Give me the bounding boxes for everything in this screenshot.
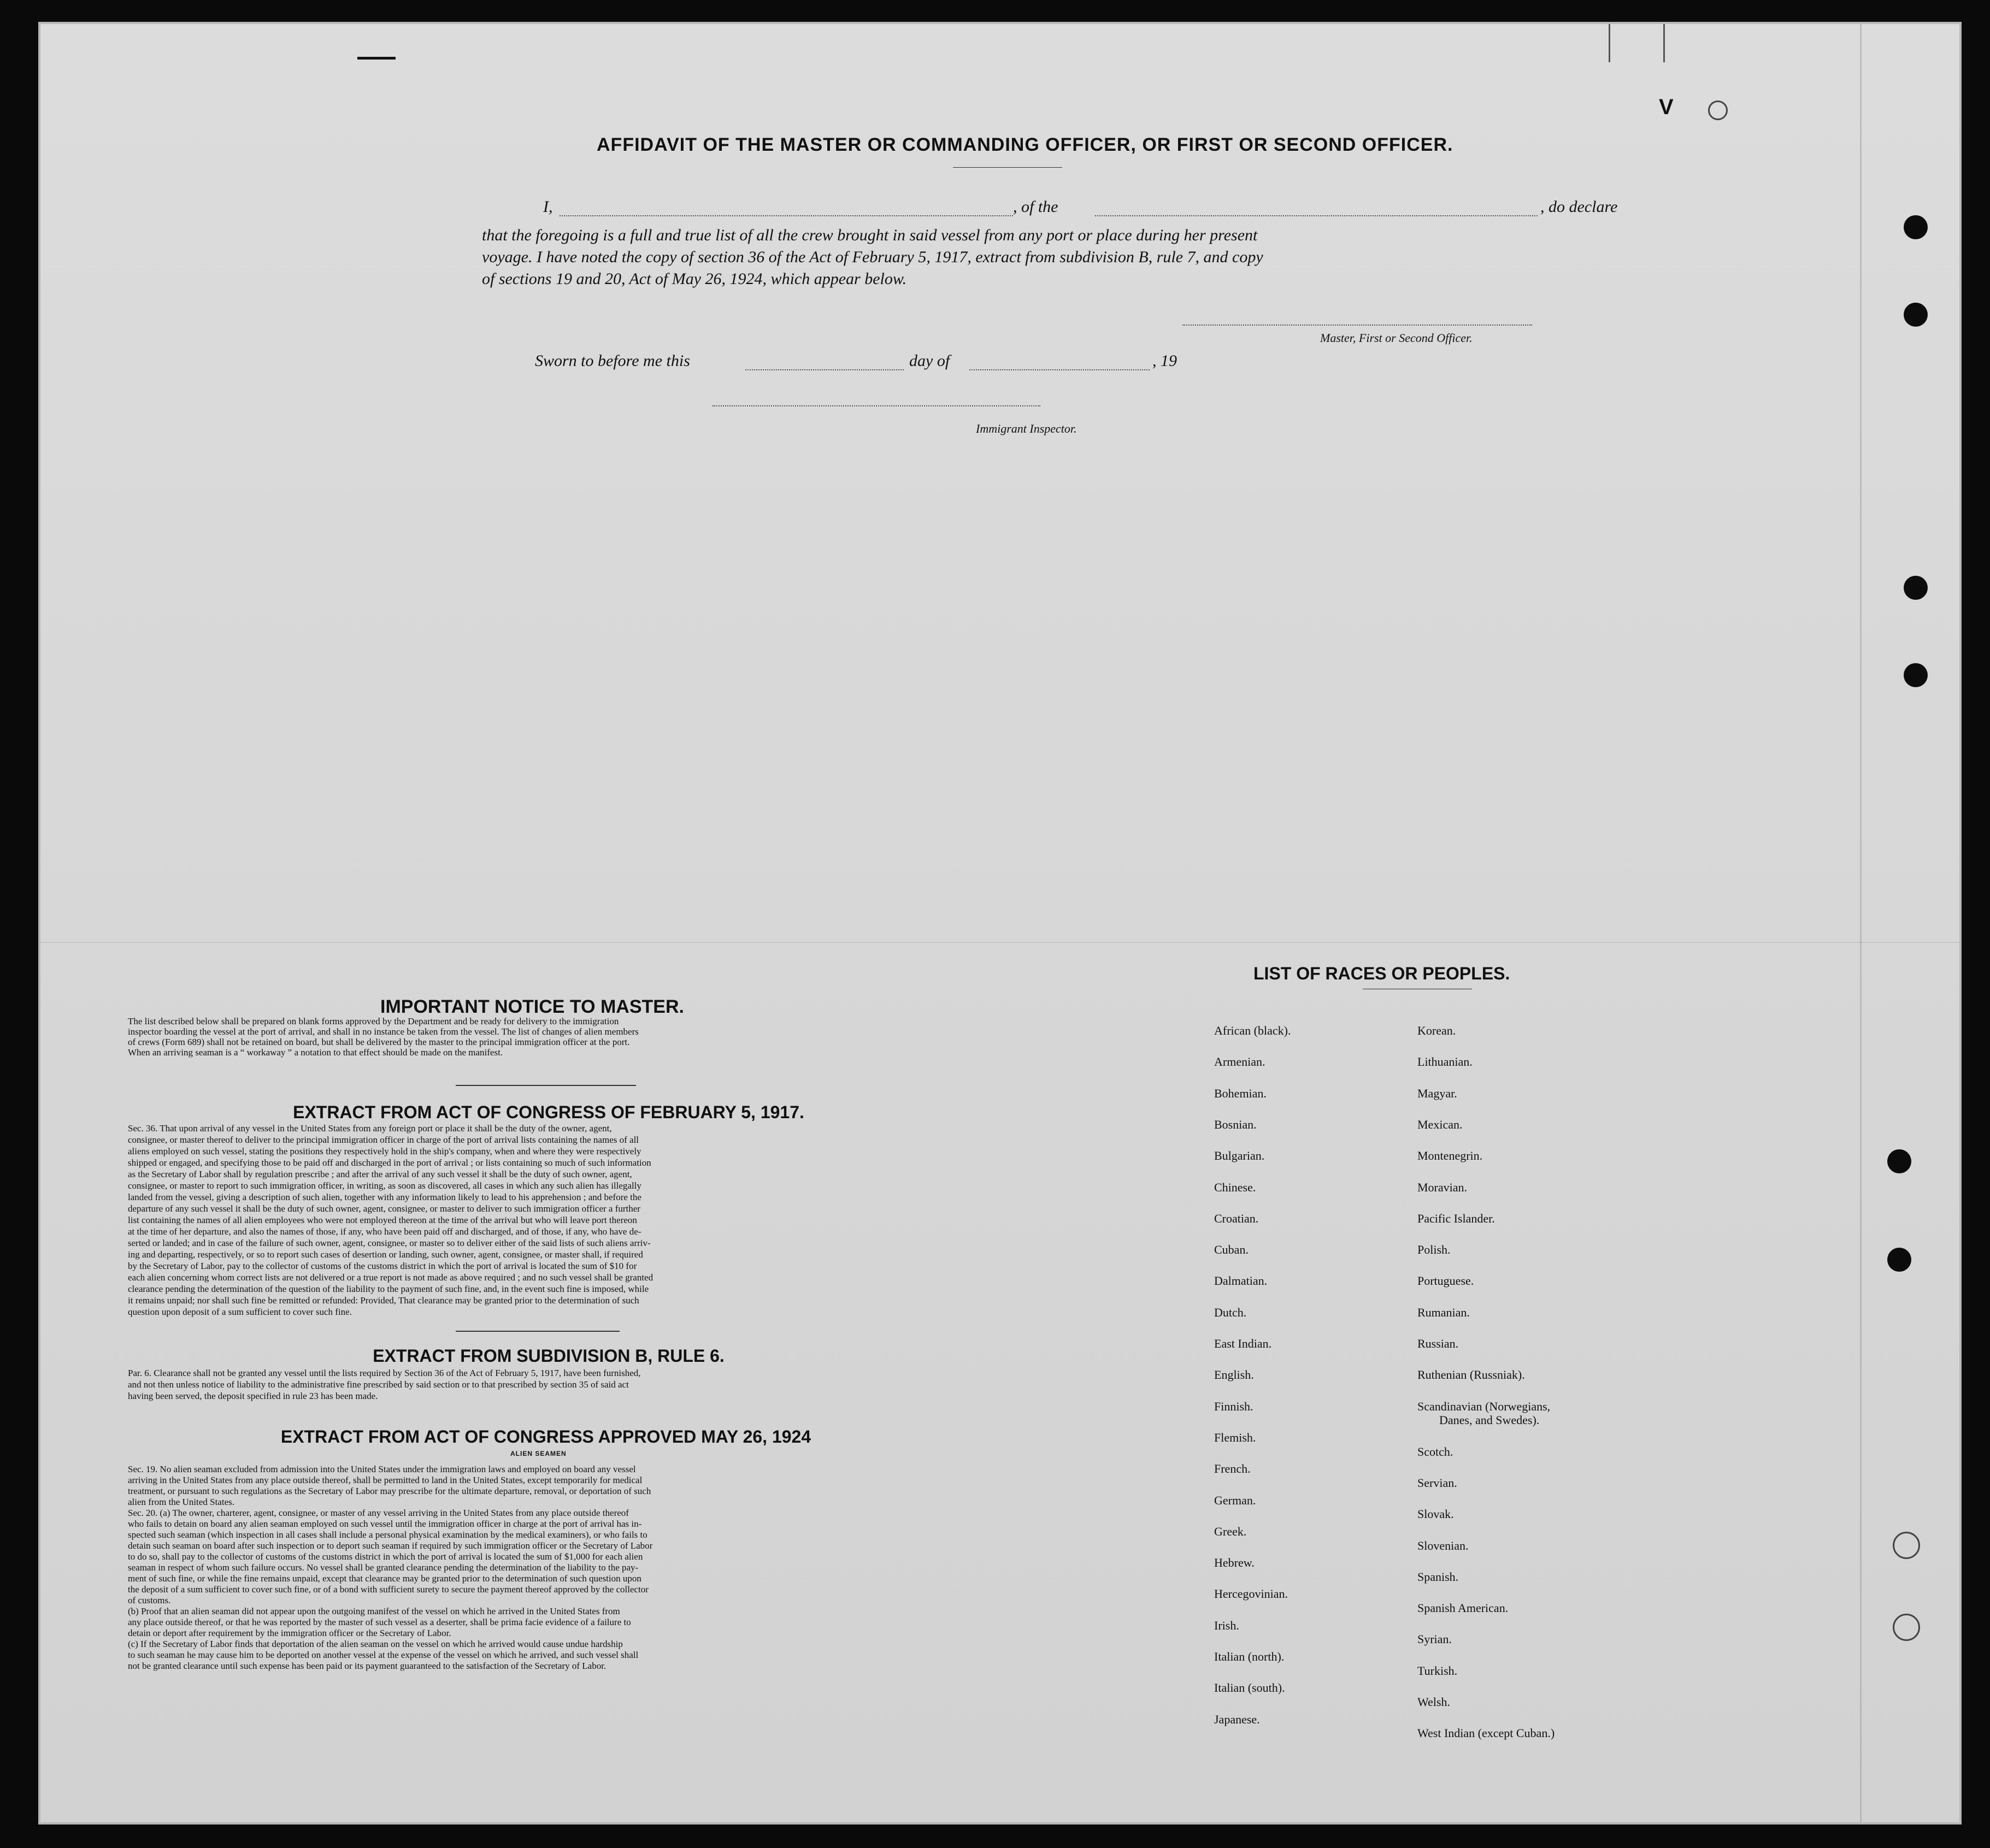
- extract-1917-title: EXTRACT FROM ACT OF CONGRESS OF FEBRUARY 5, 1917.: [293, 1102, 804, 1122]
- text-line: list containing the names of all alien employees who were not employed thereon at the time of the arrival but who will leave port thereon: [128, 1216, 637, 1225]
- race-item: Croatian.: [1214, 1212, 1259, 1225]
- race-item: Portuguese.: [1417, 1274, 1474, 1288]
- race-item: Japanese.: [1214, 1713, 1260, 1726]
- text-line: departure of any such vessel it shall be the duty of such owner, agent, consignee, or master to deliver to such immigration officer a further: [128, 1205, 640, 1214]
- text-line: spected such seaman (which inspection in all cases shall include a personal physical examination by the medical examiners), or who fails to: [128, 1531, 647, 1540]
- affidavit-line-3: voyage. I have noted the copy of section 36 of the Act of February 5, 1917, extract from subdivision B, rule 7, and copy: [482, 248, 1263, 266]
- section-divider: [456, 1085, 636, 1086]
- race-item: Dalmatian.: [1214, 1274, 1268, 1288]
- document-page: [38, 22, 1962, 1825]
- name-blank: [560, 215, 1013, 216]
- binder-hole-outline: [1893, 1532, 1920, 1559]
- race-item: Flemish.: [1214, 1431, 1256, 1444]
- race-item: Danes, and Swedes).: [1439, 1413, 1540, 1427]
- binder-hole-outline: [1893, 1614, 1920, 1641]
- race-item: Greek.: [1214, 1525, 1247, 1538]
- text-line: serted or landed; and in case of the failure of such owner, agent, consignee, or master so to deliver either of the said lists of such aliens arriv-: [128, 1239, 651, 1248]
- race-item: Bulgarian.: [1214, 1149, 1265, 1162]
- extract-rule-text: [128, 1369, 991, 1403]
- race-item: Pacific Islander.: [1417, 1212, 1495, 1225]
- text-line: by the Secretary of Labor, pay to the collector of customs of the customs district in which the port of arrival is located the sum of $10 for: [128, 1262, 637, 1271]
- text-line: not be granted clearance until such expense has been paid or its payment guaranteed to the satisfaction of the Secretary of Labor.: [128, 1662, 607, 1671]
- race-item: Bohemian.: [1214, 1087, 1267, 1100]
- extract-1924-title: EXTRACT FROM ACT OF CONGRESS APPROVED MAY 26, 1924: [280, 1427, 811, 1446]
- text-line: who fails to detain on board any alien seaman employed on such vessel until the immigration officer in charge at the port of arrival has in-: [128, 1520, 642, 1529]
- extract-1917-text: [128, 1124, 991, 1319]
- text-line: consignee, or master to report to such immigration officer, in writing, as soon as discovered, all cases in which any such alien has illegally: [128, 1182, 641, 1191]
- race-item: Cuban.: [1214, 1243, 1249, 1256]
- small-circle-mark: [1708, 101, 1728, 120]
- text-line: and not then unless notice of liability to the administrative fine prescribed by said section or to that prescribed by section 35 of said act: [128, 1380, 629, 1390]
- notice-text: [128, 1017, 991, 1059]
- text-line: the deposit of a sum sufficient to cover such fine, or of a bond with sufficient surety to secure the payment thereof approved by the collector: [128, 1585, 649, 1595]
- race-item: Scotch.: [1417, 1445, 1453, 1459]
- affidavit-line-2: that the foregoing is a full and true list of all the crew brought in said vessel from any port or place during her present: [482, 226, 1258, 244]
- affidavit-of-the: , of the: [1013, 198, 1058, 216]
- race-item: Ruthenian (Russniak).: [1417, 1368, 1525, 1381]
- extract-1924-text: [128, 1465, 991, 1673]
- text-line: having been served, the deposit specified in rule 23 has been made.: [128, 1392, 378, 1401]
- text-line: each alien concerning whom correct lists are not delivered or a true report is not made as above required ; and no such vessel shall be granted: [128, 1273, 653, 1283]
- text-line: Sec. 36. That upon arrival of any vessel in the United States from any foreign port or place it shall be the duty of the owner, agent,: [128, 1124, 612, 1133]
- text-line: Sec. 20. (a) The owner, charterer, agent, consignee, or master of any vessel arriving in the United States from any place outside thereof: [128, 1509, 629, 1518]
- binder-hole: [1904, 576, 1928, 600]
- text-line: of crews (Form 689) shall not be retained on board, but shall be delivered by the master to the principal immigration officer at the port.: [128, 1038, 630, 1047]
- text-line: consignee, or master thereof to deliver to the principal immigration officer in charge of the port of arrival lists containing the names of all: [128, 1136, 639, 1145]
- text-line: any place outside thereof, or that he was reported by the master of such vessel as a deserter, shall be prima facie evidence of a failure to: [128, 1618, 631, 1627]
- race-item: Dutch.: [1214, 1306, 1247, 1319]
- race-item: African (black).: [1214, 1024, 1291, 1037]
- affidavit-do-declare: , do declare: [1540, 198, 1618, 216]
- race-item: Montenegrin.: [1417, 1149, 1483, 1162]
- race-item: Turkish.: [1417, 1664, 1458, 1678]
- text-line: inspector boarding the vessel at the port of arrival, and shall in no instance be taken from the vessel. The list of changes of alien members: [128, 1028, 639, 1037]
- title-underline: [953, 167, 1062, 168]
- text-line: of customs.: [128, 1596, 171, 1605]
- extract-1924-subtitle: ALIEN SEAMEN: [510, 1450, 567, 1457]
- affidavit-line-4: of sections 19 and 20, Act of May 26, 1924, which appear below.: [482, 270, 907, 288]
- race-item: Syrian.: [1417, 1632, 1452, 1646]
- race-item: Slovenian.: [1417, 1539, 1469, 1552]
- text-line: as the Secretary of Labor shall by regulation prescribe ; and after the arrival of any such vessel it shall be the duty of such owner, agent,: [128, 1170, 632, 1179]
- notice-title: IMPORTANT NOTICE TO MASTER.: [380, 996, 684, 1017]
- race-item: Welsh.: [1417, 1695, 1450, 1709]
- race-item: Spanish American.: [1417, 1601, 1509, 1615]
- text-line: it remains unpaid; nor shall such fine be remitted or refunded: Provided, That clearance may be granted prior to the determination of such: [128, 1296, 639, 1306]
- text-line: treatment, or pursuant to such regulations as the Secretary of Labor may prescribe for the ultimate departure, removal, or deportation of such: [128, 1487, 651, 1496]
- sworn-month-blank: [969, 369, 1150, 370]
- affidavit-i: I,: [543, 198, 553, 216]
- check-mark: V: [1659, 95, 1674, 119]
- race-item: Servian.: [1417, 1476, 1457, 1490]
- text-line: to such seaman he may cause him to be deported on another vessel at the expense of the vessel on which he arrived, and such vessel shall: [128, 1651, 639, 1660]
- race-item: Magyar.: [1417, 1087, 1457, 1100]
- ink-mark: [357, 57, 396, 60]
- race-item: Rumanian.: [1417, 1306, 1470, 1319]
- race-item: West Indian (except Cuban.): [1417, 1726, 1555, 1740]
- races-title: LIST OF RACES OR PEOPLES.: [1253, 964, 1510, 983]
- race-item: Mexican.: [1417, 1118, 1463, 1131]
- text-line: alien from the United States.: [128, 1498, 234, 1507]
- text-line: arriving in the United States from any place outside thereof, shall be permitted to land in the United States, except temporarily for medical: [128, 1476, 643, 1485]
- text-line: aliens employed on such vessel, stating the positions they respectively hold in the ship's company, when and where they were respectively: [128, 1147, 641, 1156]
- text-line: When an arriving seaman is a “ workaway ” a notation to that effect should be made on the manifest.: [128, 1048, 503, 1058]
- vessel-blank: [1095, 215, 1538, 216]
- text-line: The list described below shall be prepared on blank forms approved by the Department and be ready for delivery to the immigration: [128, 1017, 619, 1026]
- race-item: Slovak.: [1417, 1507, 1454, 1521]
- race-item: Spanish.: [1417, 1570, 1459, 1584]
- binder-hole: [1904, 663, 1928, 687]
- text-line: detain such seaman on board after such inspection or to deport such seaman if required by such immigration officer or the Secretary of Labor: [128, 1542, 653, 1551]
- master-label: Master, First or Second Officer.: [1320, 331, 1473, 345]
- text-line: landed from the vessel, giving a description of such alien, together with any information likely to lead to his apprehension ; and before the: [128, 1193, 641, 1202]
- text-line: seaman in respect of whom such failure occurs. No vessel shall be granted clearance pending the determination of the liability to the pay-: [128, 1563, 639, 1573]
- sworn-day-blank: [745, 369, 904, 370]
- text-line: detain or deport after requirement by the immigration officer or the Secretary of Labor.: [128, 1629, 451, 1638]
- inspector-label: Immigrant Inspector.: [976, 422, 1077, 435]
- race-item: Hercegovinian.: [1214, 1587, 1288, 1601]
- race-item: Irish.: [1214, 1619, 1239, 1632]
- race-item: Lithuanian.: [1417, 1055, 1473, 1068]
- race-item: French.: [1214, 1462, 1251, 1475]
- binder-hole: [1887, 1248, 1911, 1272]
- race-item: Russian.: [1417, 1337, 1459, 1350]
- text-line: Par. 6. Clearance shall not be granted any vessel until the lists required by Section 36 of the Act of February 5, 1917, have been furnished,: [128, 1369, 641, 1378]
- page-fold-line: [1860, 24, 1862, 1825]
- race-item: Bosnian.: [1214, 1118, 1257, 1131]
- race-item: Polish.: [1417, 1243, 1451, 1256]
- text-line: ing and departing, respectively, or so to report such cases of desertion or landing, such owner, agent, consignee, or master shall, if required: [128, 1250, 643, 1260]
- ink-stroke: [1609, 24, 1610, 62]
- race-item: Finnish.: [1214, 1400, 1253, 1413]
- ink-stroke: [1663, 24, 1665, 62]
- text-line: clearance pending the determination of the question of the liability to the payment of such fine, and, in the event such fine is imposed, while: [128, 1285, 649, 1294]
- text-line: at the time of her departure, and also the names of those, if any, who have been paid off and discharged, and of those, if any, who have de-: [128, 1227, 641, 1237]
- race-item: Scandinavian (Norwegians,: [1417, 1400, 1551, 1413]
- text-line: (c) If the Secretary of Labor finds that deportation of the alien seaman on the vessel on which he arrived would cause undue hardship: [128, 1640, 623, 1649]
- text-line: (b) Proof that an alien seaman did not appear upon the outgoing manifest of the vessel on which he arrived in the United States from: [128, 1607, 620, 1616]
- sworn-prefix: Sworn to before me this: [535, 352, 690, 370]
- inspector-signature-line: [713, 405, 1040, 406]
- race-item: Korean.: [1417, 1024, 1456, 1037]
- race-item: Chinese.: [1214, 1180, 1256, 1194]
- text-line: shipped or engaged, and specifying those to be paid off and discharged in the port of arrival ; or lists containing so much of such information: [128, 1159, 651, 1168]
- race-item: German.: [1214, 1493, 1256, 1507]
- text-line: question upon deposit of a sum sufficient to cover such fine.: [128, 1308, 352, 1317]
- master-signature-line: [1182, 324, 1532, 326]
- binder-hole: [1904, 215, 1928, 239]
- race-item: Moravian.: [1417, 1180, 1468, 1194]
- race-item: Italian (south).: [1214, 1681, 1285, 1695]
- binder-hole: [1904, 303, 1928, 327]
- page-crease: [40, 942, 1962, 943]
- affidavit-title: AFFIDAVIT OF THE MASTER OR COMMANDING OFFICER, OR FIRST OR SECOND OFFICER.: [597, 134, 1453, 155]
- race-item: Hebrew.: [1214, 1556, 1255, 1569]
- binder-hole: [1887, 1149, 1911, 1173]
- sworn-year: , 19: [1152, 352, 1177, 370]
- section-divider: [456, 1331, 620, 1332]
- race-item: East Indian.: [1214, 1337, 1272, 1350]
- race-item: English.: [1214, 1368, 1254, 1381]
- race-item: Armenian.: [1214, 1055, 1265, 1068]
- extract-rule-title: EXTRACT FROM SUBDIVISION B, RULE 6.: [373, 1346, 725, 1366]
- text-line: ment of such fine, or while the fine remains unpaid, except that clearance may be granted prior to the determination of such question upon: [128, 1574, 641, 1584]
- race-item: Italian (north).: [1214, 1650, 1285, 1663]
- text-line: Sec. 19. No alien seaman excluded from admission into the United States under the immigration laws and employed on board any vessel: [128, 1465, 636, 1474]
- sworn-day-of: day of: [909, 352, 950, 370]
- text-line: to do so, shall pay to the collector of customs of the customs district in which the port of arrival is located the sum of $1,000 for each alien: [128, 1552, 643, 1562]
